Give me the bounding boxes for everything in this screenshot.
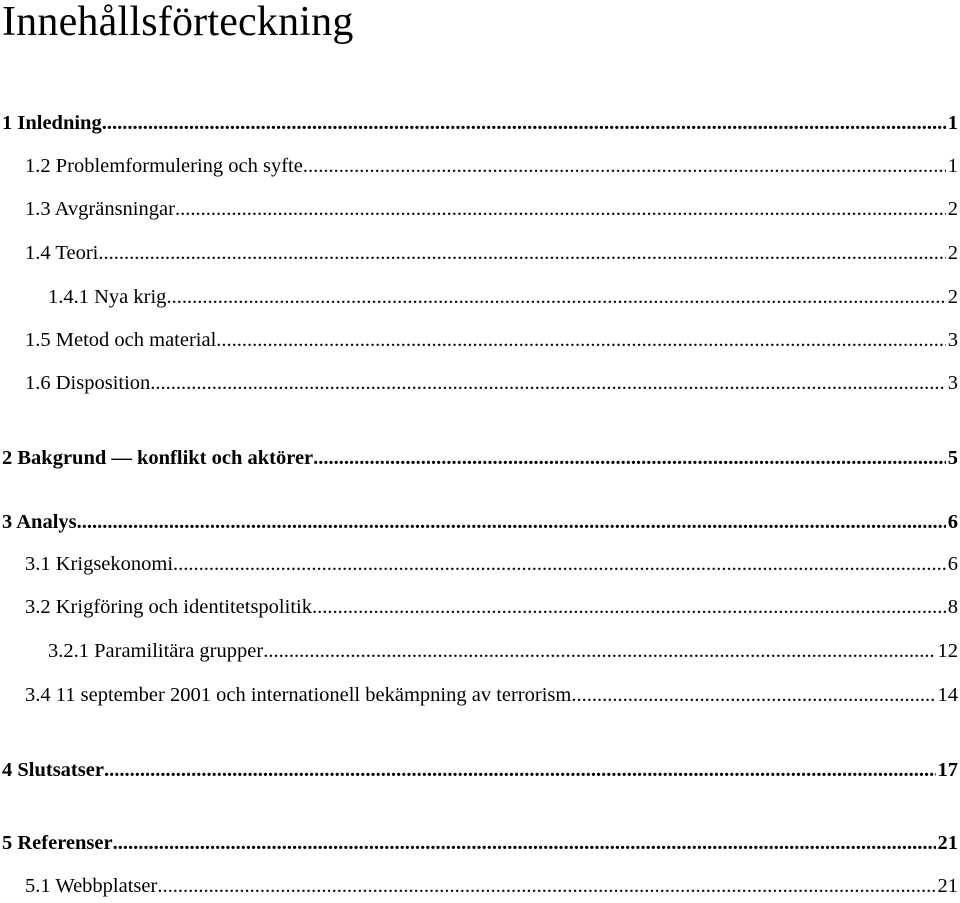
toc-entry-page-number: 1 xyxy=(947,155,958,177)
toc-entry-label: 5.1 Webbplatser xyxy=(25,875,158,897)
toc-entry-page-number: 1 xyxy=(947,112,958,134)
dot-leader xyxy=(312,596,946,619)
toc-entry-page-number: 2 xyxy=(947,198,958,220)
toc-entry-11-september[interactable] xyxy=(25,684,958,710)
toc-entry-label: 1.4.1 Nya krig xyxy=(48,286,167,308)
toc-entry-bakgrund[interactable] xyxy=(2,447,958,473)
toc-entry-slutsatser[interactable] xyxy=(2,759,958,785)
toc-entry-page-number: 2 xyxy=(947,286,958,308)
dot-leader xyxy=(263,640,935,663)
toc-entry-page-number: 3 xyxy=(947,372,958,394)
toc-entry-label: 4 Slutsatser xyxy=(2,759,104,781)
dot-leader xyxy=(166,286,945,309)
toc-entry-page-number: 14 xyxy=(937,684,958,706)
toc-entry-webbplatser[interactable] xyxy=(25,875,958,901)
toc-entry-analys[interactable] xyxy=(2,511,958,537)
toc-entry-label: 1.4 Teori xyxy=(25,242,99,264)
dot-leader xyxy=(102,112,946,135)
toc-entry-page-number: 21 xyxy=(937,832,958,854)
dot-leader xyxy=(77,511,946,534)
toc-entry-label: 3 Analys xyxy=(2,511,77,533)
toc-entry-label: 3.1 Krigsekonomi xyxy=(25,553,174,575)
toc-entry-page-number: 6 xyxy=(947,511,958,533)
dot-leader xyxy=(571,684,935,707)
toc-entry-paramilitara-grupper[interactable] xyxy=(48,640,958,666)
toc-entry-label: 3.4 11 september 2001 och internationell bekämpning av terrorism xyxy=(25,684,572,706)
dot-leader xyxy=(104,759,936,782)
toc-entry-krigforing[interactable] xyxy=(25,596,958,622)
toc-entry-page-number: 8 xyxy=(947,596,958,618)
dot-leader xyxy=(313,447,946,470)
toc-entry-problemformulering[interactable] xyxy=(25,155,958,181)
toc-entry-label: 5 Referenser xyxy=(2,832,113,854)
dot-leader xyxy=(173,553,946,576)
dot-leader xyxy=(150,372,945,395)
toc-entry-teori[interactable] xyxy=(25,242,958,268)
toc-entry-nya-krig[interactable] xyxy=(48,286,958,312)
dot-leader xyxy=(113,832,936,855)
toc-entry-label: 1.2 Problemformulering och syfte xyxy=(25,155,303,177)
toc-entry-avgransningar[interactable] xyxy=(25,198,958,224)
toc-entry-metod-och-material[interactable] xyxy=(25,329,958,355)
toc-entry-page-number: 2 xyxy=(947,242,958,264)
dot-leader xyxy=(303,155,946,178)
toc-entry-label: 3.2.1 Paramilitära grupper xyxy=(48,640,264,662)
toc-title: Innehållsförteckning xyxy=(2,0,354,45)
toc-entry-label: 1.5 Metod och material xyxy=(25,329,217,351)
toc-entry-page-number: 17 xyxy=(937,759,958,781)
toc-entry-disposition[interactable] xyxy=(25,372,958,398)
dot-leader xyxy=(175,198,946,221)
toc-entry-label: 3.2 Krigföring och identitetspolitik xyxy=(25,596,312,618)
toc-entry-label: 1 Inledning xyxy=(2,112,102,134)
toc-entry-page-number: 12 xyxy=(937,640,958,662)
dot-leader xyxy=(216,329,945,352)
toc-entry-label: 2 Bakgrund — konflikt och aktörer xyxy=(2,447,314,469)
toc-entry-page-number: 21 xyxy=(937,875,958,897)
toc-entry-label: 1.3 Avgränsningar xyxy=(25,198,175,220)
dot-leader xyxy=(157,875,935,898)
dot-leader xyxy=(98,242,945,265)
toc-entry-page-number: 5 xyxy=(947,447,958,469)
toc-entry-inledning[interactable] xyxy=(2,112,958,138)
toc-entry-referenser[interactable] xyxy=(2,832,958,858)
toc-entry-label: 1.6 Disposition xyxy=(25,372,151,394)
toc-entry-page-number: 6 xyxy=(947,553,958,575)
toc-entry-page-number: 3 xyxy=(947,329,958,351)
toc-entry-krigsekonomi[interactable] xyxy=(25,553,958,579)
